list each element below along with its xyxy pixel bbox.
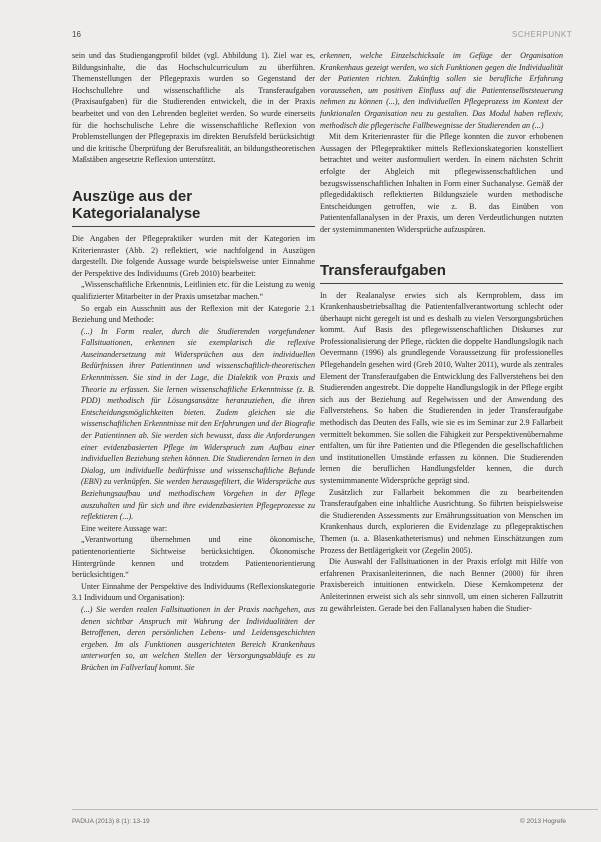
intro-paragraph: sein und das Studiengangprofil bildet (vgl. Abbildung 1). Ziel war es, Bildungsinhalte, die das Hochschulcurriculum zu überführen. Themenstellungen der Pflegepraxis wurden so Gegenstand der Hochschullehre und wissenschaftliche als Transferaufgaben (Praxisaufgaben) für die Studierenden entwickelt, die in der Praxis bearbeitet und von den Lehrenden begleitet werden. So wurde einerseits für die hochschulische Lehre die wissenschaftliche Reflexion von Problemstellungen der Pflegepraxis im direkten Berufsfeld berücksichtigt und die kritische Überprüfung der Berufsrealität, an bildungstheoretischen Maßstäben angesetzte Reflexion unterstützt.: [72, 51, 315, 165]
footer-citation: PADUA (2013) 8 (1): 13-19: [72, 818, 150, 825]
paragraph: Die Auswahl der Fallsituationen in der Praxis erfolgt mit Hilfe von erfahrenen Praxisanleiterinnen, die nach Benner (2000) für ihren Praxisbereich intuitionen entwickeln. Diese Kernkompetenz der Anleiterinnen erweist sich als sehr sinnvoll, um einen sicheren Fallzutritt zu gewährleisten. Gerade bei den Fallanalysen haben die Studier-: [320, 557, 563, 613]
section-label: SCHERPUNKT: [512, 30, 573, 39]
right-column: [320, 50, 563, 614]
italic-reflection: erkennen, welche Einzelschicksale im Gefüge der Organisation Krankenhaus gezeigt werden, wo sich Funktionen gegen die Individualität der Patienten richten. Zukünftig sollen sie berufliche Erfahrung voraussehen, um positiven Einfluss auf die Patientenselbststeuerung nehmen zu können (...), den individuellen Pflegeprozess im Kontext der funktionalen Organisation neu zu gestalten. Das Modul haben reflexiv, methodisch die pflegerische Fallbewegnisse der Studierenden an (...): [320, 51, 563, 130]
paragraph: In der Realanalyse erwies sich als Kernproblem, dass im Krankenhausbetriebsalltag die Patientenfallverantwortung schlecht oder überhaupt nicht geregelt ist und es deshalb zu vielen Versorgungsbrüchen kommt. Auf Basis des pflegewissenschaftlichen Diskurses zur Professionalisierung der Pflege, rückten die doppelte Handlungslogik nach Oevermann (1996) als grundlegende Voraussetzung für professionelles Pflegehandeln gesehen wird (Greb 2010, Walter 2011), wurde als zentrales Element der Transferaufgaben die Entwicklung des Fallverstehens bei den Studierenden angestrebt. Die doppelte Handlungslogik in der Pflege ergibt sich aus der Beziehung auf Regelwissen und der Anwendung des Fallverstehens. So haben die Studierenden in jeder Transferaufgabe methodisch das Deuten des Falls, wie sie es im Seminar zur 2.9 Fallarbeit vermittelt bekommen. Sie sollen die Fähigkeit zur Perspektivenübernahme entfalten, um für ihre Patienten und die Pflegenden die gesellschaftlichen und institutionellen Umstände erfassen zu können. Die Studierenden lernen die beruflichen Handlungsfelder kennen, die durch systemimmanente Widersprüche geprägt sind.: [320, 290, 563, 485]
italic-reflection: (...) Sie werden realen Fallsituationen in der Praxis nachgehen, aus denen sichtbar Anspruch mit Wahrung der Individualitäten der Betroffenen, deren persönlichen Lebens- und Leidensgeschichten ergeben. Im als Funktionen ausgerichteten Bereich Krankenhaus unterworfen so, an welchen Stellen der Versorgungsabläufe es zu Brüchen im Fallverlauf kommt. Sie: [81, 604, 315, 672]
footer-publisher: © 2013 Hogrefe: [520, 818, 566, 825]
paragraph: Unter Einnahme der Perspektive des Individuums (Reflexionskategorie 3.1 Individuum und Organisation):: [72, 581, 315, 603]
paragraph: Die Angaben der Pflegepraktiker wurden mit der Kategorien im Kriterienraster (Abb. 2) reflektiert, wie nachfolgend in Auszügen dargestellt. Die folgende Aussage wurde beispielsweise unter Einnahme der Perspektive des Individuums (Greb 2010) bearbeitet:: [72, 233, 315, 278]
paragraph: Eine weitere Aussage war:: [81, 523, 168, 533]
paragraph: Mit dem Kriterienraster für die Pflege konnten die zuvor erhobenen Aussagen der Pflegepraktiker mittels Reflexionskategorien konstelliert betrachtet und weiter ausformuliert werden. In einem nächsten Schritt erfolgte der Abgleich mit pflegewissenschaftlichen und bezugswissenschaftlichen Inhalten in Form einer Suchanalyse. Gemäß der pflegedidaktisch reflektierten Bildungsziele wurden methodische Entscheidungen getroffen, wie z. B. das Einüben von Patientenfallanalysen in der Praxis, um deren Verdeutlichungen nutzten der systemimmanenten Widersprüche aufzuspüren.: [320, 132, 563, 234]
paragraph: So ergab ein Ausschnitt aus der Reflexion mit der Kategorie 2.1 Beziehung und Methode:: [72, 303, 315, 325]
heading-transferaufgaben: Transferaufgaben: [320, 262, 563, 284]
heading-kategorialanalyse: Auszüge aus der Kategorialanalyse: [72, 188, 315, 227]
italic-reflection: (...) In Form realer, durch die Studierenden vorgefundener Fallsituationen, erkennen sie exemplarisch die reflexive Auseinandersetzung mit Widersprüchen aus den individuellen Bedürfnissen ihrer Patientinnen und wissenschaftlich-theoretischen Erkenntnissen. Sie sind in der Lage, die Dialektik von Praxis und Theorie zu erfassen. Sie lernen wissenschaftliche Erkenntnisse (z. B. PDD) methodisch für Lösungsansätze heranzuziehen, die ihren Entscheidungsmöglichkeiten bieten. Zudem gleichen sie die wissenschaftlichen Erkenntnisse mit den Erfahrungen und der Biografie der Patientinnen ab. Sie werden sich bewusst, dass die Anforderungen einer evidenzbasierten Pflege im Widerspruch zum Aufbau einer individuellen Beziehung stehen können. Die Studierenden lernen in den Dialog, um individuelle bedürfnisse und wissenschaftliche Befunde (EBN) zu verknüpfen. Sie werden herausgefiltert, die Widersprüche aus Beziehungsaufbau und methodischem Vorgehen in der Pflege auszuhalten und für sich und ihre evidenzbasierten Pflegeprozesse zu reflektieren (...).: [81, 326, 315, 522]
quote: „Verantwortung übernehmen und eine ökonomische, patientenorientierte Sichtweise berücksichtigen. Ökonomische Hintergründe kennen und trotzdem Patientenorientierung berücksichtigen.“: [72, 535, 315, 580]
left-column: [72, 50, 315, 674]
footer-rule: [72, 809, 598, 810]
page-number: 16: [72, 30, 81, 39]
quote: „Wissenschaftliche Erkenntnis, Leitlinien etc. für die Leistung zu wenig qualifizierter Mitarbeiter in der Praxis umsetzbar machen.“: [72, 280, 315, 301]
paragraph: Zusätzlich zur Fallarbeit bekommen die zu bearbeitenden Transferaufgaben eine inhaltliche Ausrichtung. So führten beispielsweise die Studierenden Assessments zur Ernährungssituation von Menschen im Krankenhaus durch, explorieren die Evidenzlage zu pflegepraktischen Themen (u. a. Blasenkatheterismus) und nehmen Einschätzungen zum Prozess der Bettlägerigkeit vor (Zegelin 2005).: [320, 487, 563, 555]
